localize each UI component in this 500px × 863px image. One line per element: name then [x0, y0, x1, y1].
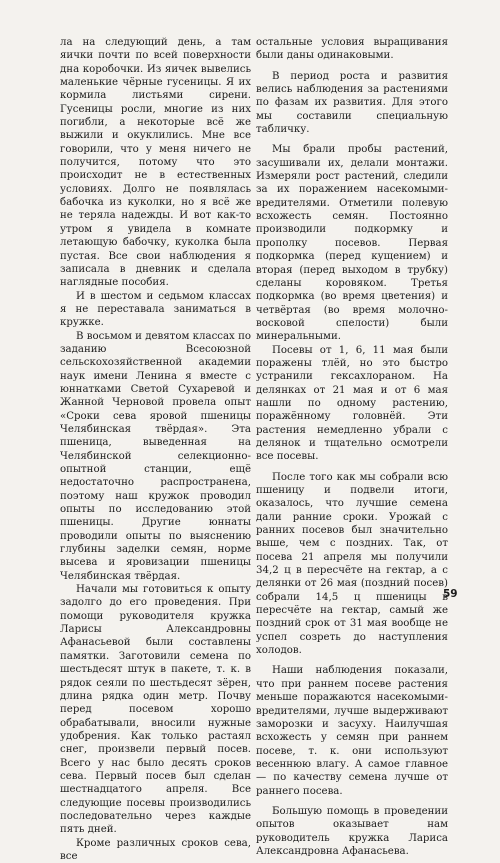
paragraph: И в шестом и седьмом классах я не переставала заниматься в кружке. — [60, 290, 251, 329]
page-number: 59 — [443, 588, 458, 600]
paragraph: остальные условия выращивания были даны одинаковыми. — [256, 37, 448, 62]
right-column — [256, 36, 448, 858]
paragraph: Начали мы готовиться к опыту задолго до его проведения. При помощи руководителя кружка Ларисы Александровны Афанасьевой были составлены памятки. Заготовили семена по шестьдесят штук в пакете, т. к. в рядок сеяли по шестьдесят зёрен, длина рядка один метр. Почву перед посевом хорошо обрабатывали, вносили нужные удобрения. Как только растаял снег, произвели первый посев. Всего у нас было десять сроков сева. Первый посев был сделан шестнадцатого апреля. Все следующие посевы производились последовательно через каждые пять дней. — [60, 584, 251, 836]
paragraph: После того как мы собрали всю пшеницу и подвели итоги, оказалось, что лучшие семена дали ранние сроки. Урожай с ранних посевов был значительно выше, чем с поздних. Так, от посева 21 апреля мы получили 34,2 ц в пересчёте на гектар, а с делянки от 26 мая (поздний посев) собрали 14,5 ц пшеницы в пересчёте на гектар, самый же поздний срок от 31 мая вообще не успел созреть до наступления холодов. — [256, 471, 448, 657]
paragraph: ла на следующий день, а там яички почти по всей поверхности дна коробочки. Из яичек вывелись маленькие чёрные гусеницы. Я их кормила листьями сирени. Гусеницы росли, многие из них погибли, а некоторые всё же выжили и окуклились. Мне все говорили, что у меня ничего не получится, потому что это происходит не в естественных условиях. Долго не появлялась бабочка из куколки, но я всё же не теряла надежды. И вот как-то утром я увидела в комнате летающую бабочку, куколка была пустая. Все свои наблюдения я записала в дневник и сделала наглядные пособия. — [60, 37, 251, 289]
paragraph: В восьмом и девятом классах по заданию Всесоюзной сельскохозяйственной академии наук имени Ленина я вместе с юннатками Светой Сухаревой и Жанной Черновой провела опыт «Сроки сева яровой пшеницы Челябинская твёрдая». Эта пшеница, выведенная на Челябинской селекционно-опытной станции, ещё недостаточно распространена, поэтому наш кружок проводил опыты по исследованию этой пшеницы. Другие юннаты проводили опыты по выяснению глубины заделки семян, норме высева и яровизации пшеницы Челябинская твёрдая. — [60, 330, 251, 582]
paragraph: Большую помощь в проведении опытов оказывает нам руководитель кружка Лариса Александровна Афанасьева. — [256, 805, 448, 857]
left-column — [60, 36, 251, 863]
paragraph: Кроме различных сроков сева, все — [60, 837, 251, 862]
paragraph: Наши наблюдения показали, что при раннем посеве растения меньше поражаются насекомыми-вредителями, лучше выдерживают заморозки и засуху. Наилучшая всхожесть у семян при раннем посеве, т. к. они используют весеннюю влагу. А самое главное — по качеству семена лучше от раннего посева. — [256, 665, 448, 797]
paragraph: Мы брали пробы растений, засушивали их, делали монтажи. Измеряли рост растений, следили за их поражением насекомыми-вредителями. Отметили полевую всхожесть семян. Постоянно производили подкормку и прополку посевов. Первая подкормка (перед кущением) и вторая (перед выходом в трубку) сделаны коровяком. Третья подкормка (во время цветения) и четвёртая (во время молочно-восковой спелости) были минеральными. — [256, 144, 448, 343]
paragraph: В период роста и развития велись наблюдения за растениями по фазам их развития. Для этого мы составили специальную табличку. — [256, 70, 448, 136]
paragraph: Посевы от 1, 6, 11 мая были поражены тлёй, но это быстро устранили гексахлораном. На делянках от 21 мая и от 6 мая нашли по одному растению, поражённому головнёй. Эти растения немедленно убрали с делянок и тщательно осмотрели все посевы. — [256, 344, 448, 463]
